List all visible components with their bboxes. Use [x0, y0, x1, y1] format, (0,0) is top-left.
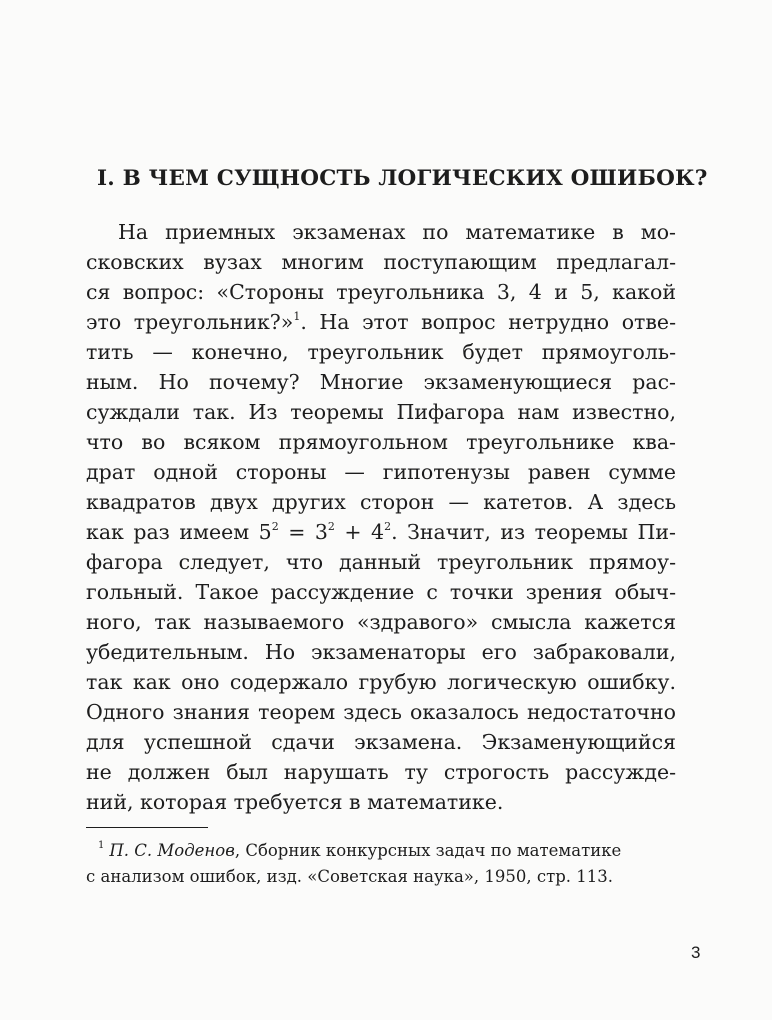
page-number: 3 [691, 943, 701, 962]
text-line: фагора следует, что данный треугольник прямоу- [86, 550, 676, 574]
text-line: На приемных экзаменах по математике в мо- [118, 220, 676, 244]
text-line: ным. Но почему? Многие экзаменующиеся рас- [86, 370, 676, 394]
text-line: что во всяком прямоугольном треугольнике ква- [86, 430, 676, 454]
text-line: суждали так. Из теоремы Пифагора нам известно, [86, 400, 676, 424]
text-line-with-footnote-ref [86, 307, 676, 337]
footnote-line [86, 838, 676, 864]
text-fragment: + 4 [334, 520, 385, 544]
footnote-marker: 1 [98, 840, 105, 851]
chapter-heading: I. В ЧЕМ СУЩНОСТЬ ЛОГИЧЕСКИХ ОШИБОК? [97, 166, 708, 191]
exponent: 2 [384, 520, 392, 533]
text-line: ся вопрос: «Стороны треугольника 3, 4 и 5, какой [86, 280, 676, 304]
text-fragment: = 3 [278, 520, 328, 544]
text-line: сковских вузах многим поступающим предлагал- [86, 250, 676, 274]
footnote-author: П. С. Моденов [109, 841, 235, 860]
text-line: ного, так называемого «здравого» смысла кажется [86, 610, 676, 634]
exponent: 2 [327, 520, 335, 533]
footnote-text: , Сборник конкурсных задач по математике [234, 841, 622, 860]
text-line: для успешной сдачи экзамена. Экзаменующийся [86, 730, 676, 754]
text-line: не должен был нарушать ту строгость рассужде- [86, 760, 676, 784]
text-fragment: . Значит, из теоремы Пи- [391, 520, 676, 544]
text-line: тить — конечно, треугольник будет прямоуголь- [86, 340, 676, 364]
text-line: ний, которая требуется в математике. [86, 790, 504, 814]
exponent: 2 [271, 520, 279, 533]
footnote-divider [86, 827, 208, 828]
text-line: гольный. Такое рассуждение с точки зрения обыч- [86, 580, 676, 604]
main-paragraph [86, 217, 676, 817]
text-line: так как оно содержало грубую логическую ошибку. [86, 670, 676, 694]
text-fragment: как раз имеем 5 [86, 520, 272, 544]
text-line: Одного знания теорем здесь оказалось недостаточно [86, 700, 676, 724]
text-fragment: это треугольник?» [86, 310, 294, 334]
text-line: квадратов двух других сторон — катетов. А здесь [86, 490, 676, 514]
text-fragment: . На этот вопрос нетрудно отве- [300, 310, 676, 334]
text-line: драт одной стороны — гипотенузы равен сумме [86, 460, 676, 484]
footnote-reference: 1 [293, 310, 301, 323]
text-line-with-formula [86, 517, 676, 547]
footnote-line: с анализом ошибок, изд. «Советская наука», 1950, стр. 113. [86, 867, 614, 886]
text-line: убедительным. Но экзаменаторы его забраковали, [86, 640, 676, 664]
footnote [86, 838, 676, 890]
